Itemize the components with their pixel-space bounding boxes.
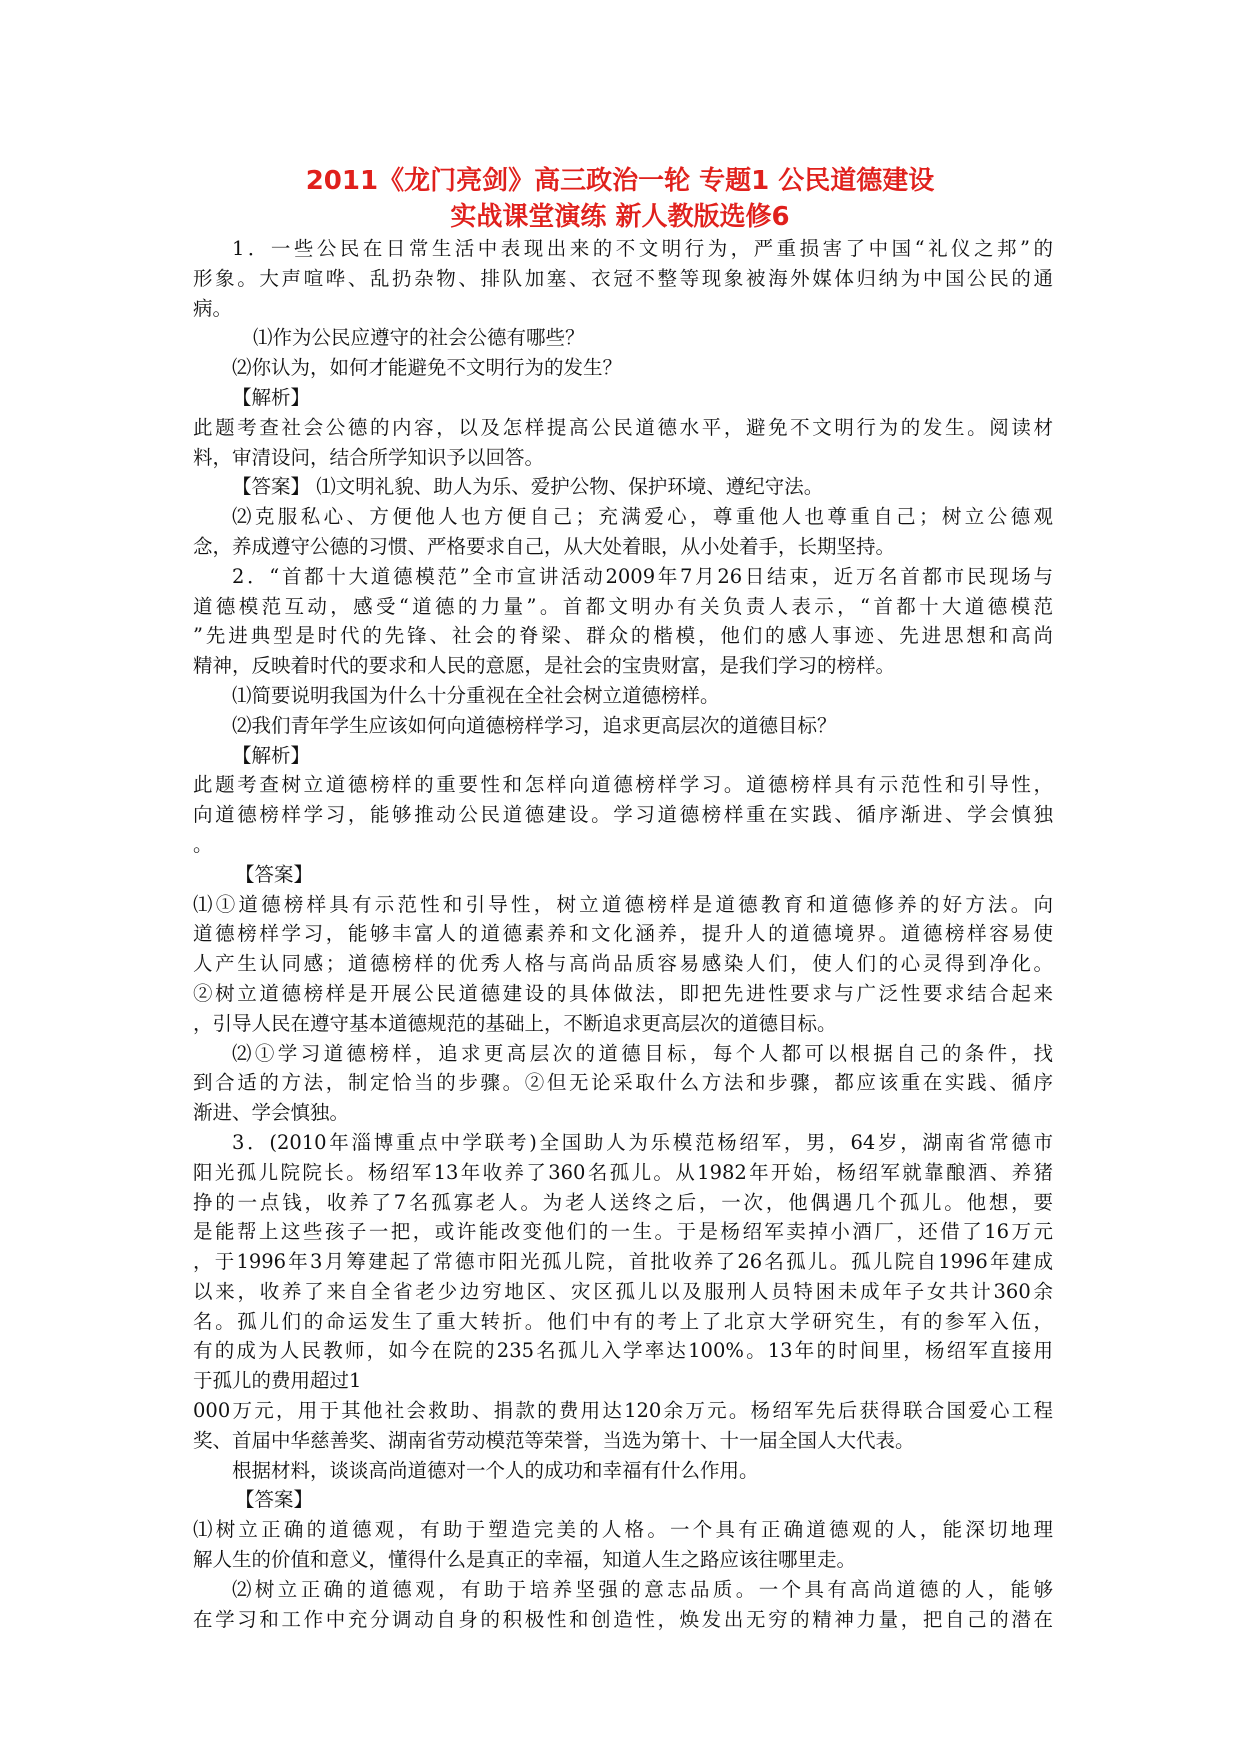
text-line: 此题考查树立道德榜样的重要性和怎样向道德榜样学习。道德榜样具有示范性和引导性， <box>193 773 1053 797</box>
text-line: 于孤儿的费用超过1 <box>193 1369 362 1393</box>
text-line: 道德榜样学习，能够丰富人的道德素养和文化涵养，提升人的道德境界。道德榜样容易使 <box>193 922 1053 946</box>
text-line: ，引导人民在遵守基本道德规范的基础上，不断追求更高层次的道德目标。 <box>193 1011 837 1035</box>
text-line: 解人生的价值和意义，懂得什么是真正的幸福，知道人生之路应该往哪里走。 <box>193 1548 857 1572</box>
text-line: 【解析】 <box>232 385 311 409</box>
text-line: 以来，收养了来自全省老少边穷地区、灾区孤儿以及服刑人员特困未成年子女共计360余 <box>193 1279 1053 1303</box>
text-line: 是能帮上这些孩子一把，或许能改变他们的一生。于是杨绍军卖掉小酒厂，还借了16万元 <box>193 1220 1053 1244</box>
text-line: 料，审清设问，结合所学知识予以回答。 <box>193 445 545 469</box>
text-line: 在学习和工作中充分调动自身的积极性和创造性，焕发出无穷的精神力量，把自己的潜在 <box>193 1607 1053 1631</box>
text-line: 到合适的方法，制定恰当的步骤。②但无论采取什么方法和步骤，都应该重在实践、循序 <box>193 1071 1053 1095</box>
text-line: 人产生认同感；道德榜样的优秀人格与高尚品质容易感染人们，使人们的心灵得到净化。 <box>193 952 1053 976</box>
text-line: 2．“首都十大道德模范”全市宣讲活动2009年7月26日结束，近万名首都市民现场与 <box>232 564 1053 588</box>
text-line: ⑵你认为，如何才能避免不文明行为的发生？ <box>232 356 623 380</box>
text-line: 念，养成遵守公德的习惯、严格要求自己，从大处着眼，从小处着手，长期坚持。 <box>193 534 896 558</box>
text-line: 精神，反映着时代的要求和人民的意愿，是社会的宝贵财富，是我们学习的榜样。 <box>193 654 896 678</box>
text-line: 病。 <box>193 296 233 320</box>
text-line: 道德模范互动，感受“道德的力量”。首都文明办有关负责人表示，“首都十大道德模范 <box>193 594 1053 618</box>
text-line: 3．(2010年淄博重点中学联考)全国助人为乐模范杨绍军，男，64岁，湖南省常德市 <box>232 1130 1053 1154</box>
document-body <box>193 234 1053 1634</box>
text-line: ⑵克服私心、方便他人也方便自己；充满爱心，尊重他人也尊重自己；树立公德观 <box>232 505 1053 529</box>
text-line: ⑵①学习道德榜样，追求更高层次的道德目标，每个人都可以根据自己的条件，找 <box>232 1041 1053 1065</box>
text-line: 根据材料，谈谈高尚道德对一个人的成功和幸福有什么作用。 <box>232 1458 759 1482</box>
text-line: 【答案】 <box>235 862 314 886</box>
text-line: 名。孤儿们的命运发生了重大转折。他们中有的考上了北京大学研究生，有的参军入伍， <box>193 1309 1053 1333</box>
document-title-line-2: 实战课堂演练 新人教版选修6 <box>450 202 790 232</box>
text-line: ⑵我们青年学生应该如何向道德榜样学习，追求更高层次的道德目标？ <box>232 713 837 737</box>
text-line: 挣的一点钱，收养了7名孤寡老人。为老人送终之后，一次，他偶遇几个孤儿。他想，要 <box>193 1190 1053 1214</box>
text-line: ⑵树立正确的道德观，有助于培养坚强的意志品质。一个具有高尚道德的人，能够 <box>232 1577 1053 1601</box>
text-line: 【答案】 ⑴文明礼貌、助人为乐、爱护公物、保护环境、遵纪守法。 <box>232 475 824 499</box>
text-line: 此题考查社会公德的内容，以及怎样提高公民道德水平，避免不文明行为的发生。阅读材 <box>193 415 1053 439</box>
text-line: 1．一些公民在日常生活中表现出来的不文明行为，严重损害了中国“礼仪之邦”的 <box>232 237 1053 260</box>
text-line: ⑴简要说明我国为什么十分重视在全社会树立道德榜样。 <box>232 683 720 707</box>
text-line: ⑴作为公民应遵守的社会公德有哪些？ <box>253 326 585 350</box>
text-line: ②树立道德榜样是开展公民道德建设的具体做法，即把先进性要求与广泛性要求结合起来 <box>193 981 1053 1005</box>
text-line: 【答案】 <box>235 1488 314 1512</box>
text-line: 阳光孤儿院院长。杨绍军13年收养了360名孤儿。从1982年开始，杨绍军就靠酿酒、养猪 <box>193 1160 1053 1184</box>
text-line: 【解析】 <box>232 743 311 767</box>
text-line: 。 <box>193 832 213 856</box>
text-line: 形象。大声喧哗、乱扔杂物、排队加塞、衣冠不整等现象被海外媒体归纳为中国公民的通 <box>193 266 1053 290</box>
text-line: 向道德榜样学习，能够推动公民道德建设。学习道德榜样重在实践、循序渐进、学会慎独 <box>193 803 1053 827</box>
text-line: 有的成为人民教师，如今在院的235名孤儿入学率达100%。13年的时间里，杨绍军直接用 <box>193 1339 1053 1363</box>
text-line: ⑴①道德榜样具有示范性和引导性，树立道德榜样是道德教育和道德修养的好方法。向 <box>193 892 1053 916</box>
text-line: ，于1996年3月筹建起了常德市阳光孤儿院，首批收养了26名孤儿。孤儿院自1996年建成 <box>193 1250 1053 1274</box>
text-line: ⑴树立正确的道德观，有助于塑造完美的人格。一个具有正确道德观的人，能深切地理 <box>193 1518 1053 1542</box>
text-line: 奖、首届中华慈善奖、湖南省劳动模范等荣誉，当选为第十、十一届全国人大代表。 <box>193 1428 915 1452</box>
text-line: 000万元，用于其他社会救助、捐款的费用达120余万元。杨绍军先后获得联合国爱心工程 <box>193 1399 1053 1423</box>
text-line: 渐进、学会慎独。 <box>193 1101 350 1125</box>
document-title-line-1: 2011《龙门亮剑》高三政治一轮 专题1 公民道德建设 <box>305 166 935 196</box>
text-line: ”先进典型是时代的先锋、社会的脊梁、群众的楷模，他们的感人事迹、先进思想和高尚 <box>193 624 1053 648</box>
